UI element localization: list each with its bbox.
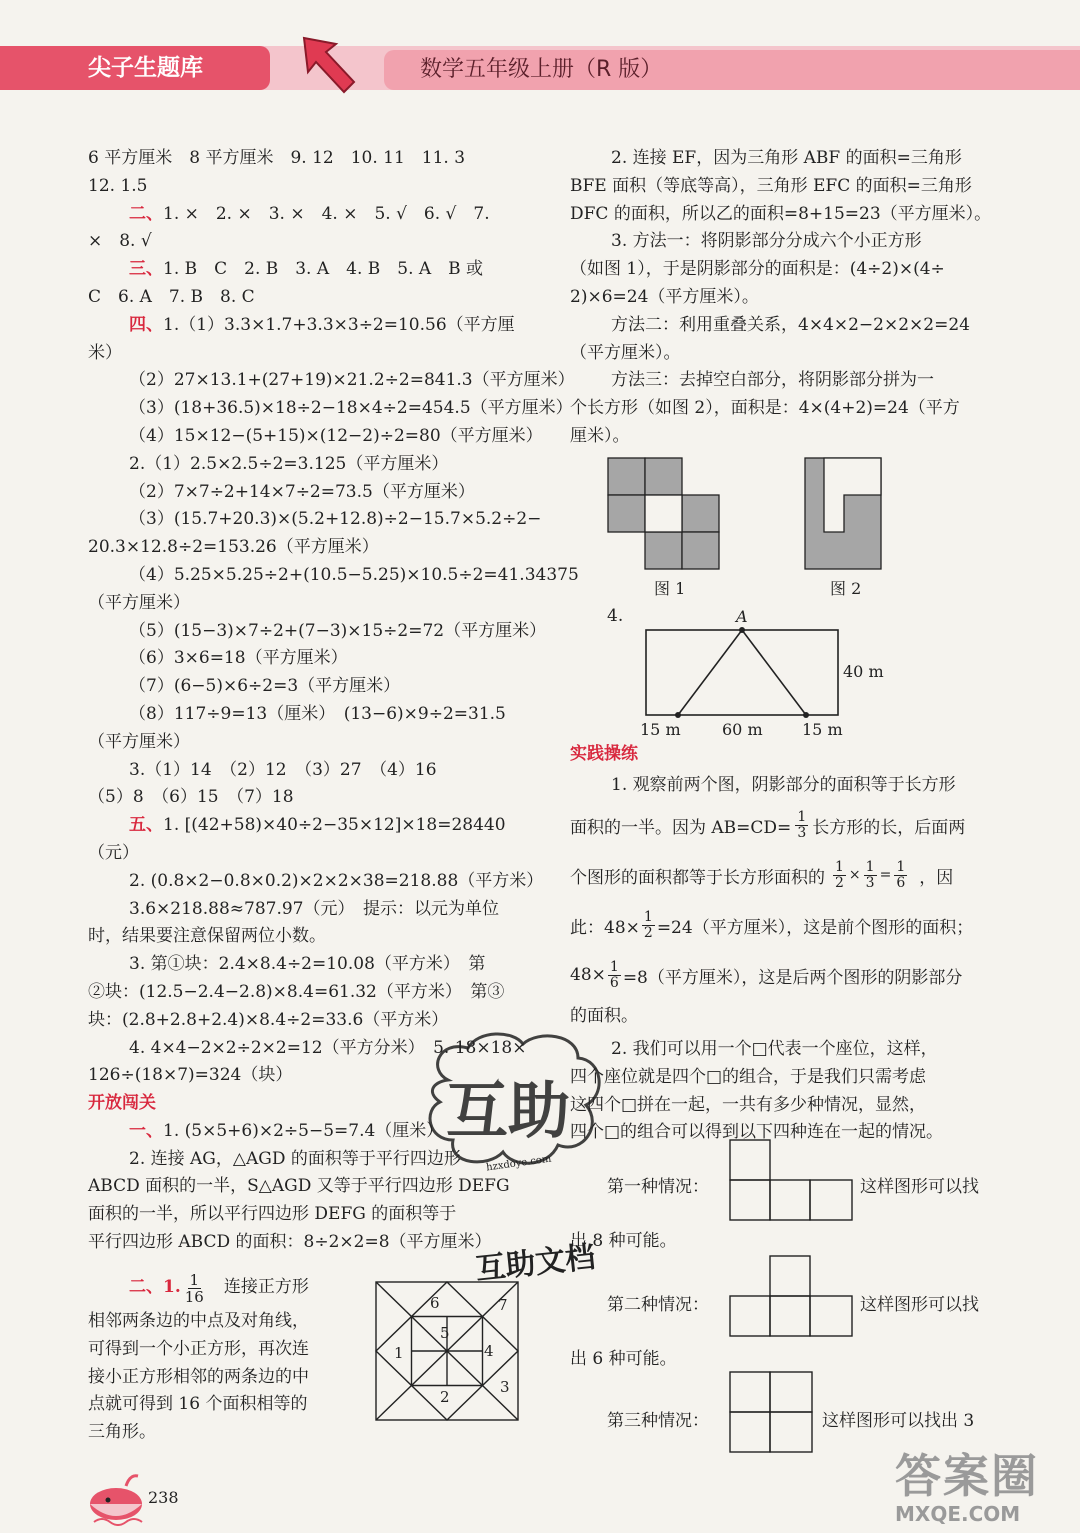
fraction-den: 16 (184, 1287, 204, 1306)
figure-2 (804, 457, 884, 571)
left-line: 面积的一半，所以平行四边形 DEFG 的面积等于 (88, 1204, 457, 1225)
fraction-num: 1 (189, 1270, 200, 1289)
q1-line4 (570, 900, 1010, 950)
left-line: （7）(6−5)×6÷2=3（平方厘米） (129, 676, 401, 697)
q1-line2 (570, 800, 1010, 850)
fraction-product: $\frac{1}{2}$ × $\frac{1}{3}$ = $\frac{1}{6}$ (835, 858, 906, 891)
watermark-small: MXQE.COM (895, 1502, 1021, 1526)
left-line: （4）5.25×5.25÷2+(10.5−5.25)×10.5÷2=41.34375 (129, 564, 579, 585)
stamp-subtitle: 互助文档 (473, 1239, 597, 1288)
fraction (185, 1272, 204, 1305)
left-line: （4）15×12−(5+15)×(12−2)÷2=80（平方厘米） (129, 425, 543, 446)
case2-right: 这样图形可以找 (860, 1295, 979, 1315)
left-line: 四、1.（1）3.3×1.7+3.3×3÷2=10.56（平方厘 (129, 314, 515, 335)
fig-num-1: 1 (394, 1344, 404, 1362)
case1-right: 这样图形可以找 (860, 1177, 979, 1197)
fig1-label: 图 1 (654, 579, 686, 598)
figure-1 (607, 457, 723, 571)
left-line: 2.（1）2.5×2.5÷2=3.125（平方厘米） (129, 453, 449, 474)
q2-lines (570, 1036, 1010, 1147)
left-line: × 8. √ (88, 231, 152, 252)
left-line: 12. 1.5 (88, 175, 148, 196)
right-line: 2. 连接 EF，因为三角形 ABF 的面积=三角形 (611, 148, 962, 168)
fig-num-2: 2 (440, 1388, 450, 1406)
left-line: C 6. A 7. B 8. C (88, 286, 255, 307)
fig-num-4: 4 (484, 1342, 494, 1360)
case3-shape (728, 1370, 816, 1456)
left-line: 块：(2.8+2.8+2.4)×8.4÷2=33.6（平方米） (88, 1009, 449, 1030)
right-line: 方法三：去掉空白部分，将阴影部分拼为一 (611, 370, 934, 391)
figure-4-rectangle (638, 604, 898, 744)
page-number: 238 (148, 1488, 179, 1507)
left-line: 2. (0.8×2−0.8×0.2)×2×2×38=218.88（平方米） (129, 870, 544, 891)
right-column (570, 145, 1010, 451)
seg-left: 15 m (640, 720, 681, 739)
stamp-cloud (418, 1030, 608, 1170)
q1-line6: 的面积。 (570, 1006, 638, 1026)
right-line: 个长方形（如图 2），面积是：4×(4+2)=24（平方 (570, 398, 960, 419)
watermark-big: 答案圈 (895, 1449, 1039, 1503)
left-line: 4. 4×4−2×2÷2×2=12（平方分米） 5. 18×18× (129, 1037, 527, 1058)
right-line: BFE 面积（等底等高），三角形 EFC 的面积=三角形 (570, 175, 972, 196)
left-bottom-block (88, 1268, 378, 1447)
left-line: 二、1. × 2. × 3. × 4. × 5. √ 6. √ 7. (129, 203, 490, 224)
q2-line: 这四个□拼在一起，一共有多少种情况，显然， (570, 1094, 927, 1115)
q1-line5 (570, 950, 1010, 1000)
left-line: 五、1. [(42+58)×40÷2−35×12]×18=28440 (129, 815, 506, 836)
whale-icon (86, 1470, 148, 1526)
q2-line: 2. 我们可以用一个□代表一个座位，这样， (611, 1039, 938, 1059)
item4-label: 4. (607, 606, 624, 626)
q2-line: 四个座位就是四个□的组合，于是我们只需考虑 (570, 1066, 927, 1087)
watermark (895, 1440, 1039, 1526)
stamp-text: 互助 (446, 1074, 571, 1147)
q2-line: 四个□的组合可以得到以下四种连在一起的情况。 (570, 1122, 944, 1143)
left-line: （8）117÷9=13（厘米） (13−6)×9÷2=31.5 (129, 703, 506, 724)
stamp-site: hzxdoye.com (485, 1153, 553, 1174)
q1-line5-a: 48× (570, 965, 606, 985)
q1-line3-a: 个图形的面积都等于长方形面积的 (570, 867, 825, 888)
left-line: ABCD 面积的一半，S△AGD 又等于平行四边形 DEFG (88, 1176, 510, 1197)
left-line: （平方厘米） (88, 592, 190, 613)
fraction-1-2: $\frac{1}{2}$ (643, 908, 653, 941)
section-prefix: 五、 (129, 815, 163, 836)
left-bottom-line: 接小正方形相邻的两条边的中 (88, 1366, 309, 1387)
right-line: （平方厘米）。 (570, 342, 681, 363)
case1-after: 出 8 种可能。 (570, 1231, 677, 1251)
q1-line2-b: 长方形的长，后面两 (812, 817, 966, 838)
item-label: 二、1. (129, 1277, 181, 1298)
section-prefix: 四、 (129, 314, 163, 335)
q1-line4-b: =24（平方厘米），这是前个图形的面积； (656, 917, 974, 938)
section-prefix: 一、 (129, 1120, 163, 1141)
left-line: （平方厘米） (88, 731, 190, 752)
left-line: 20.3×12.8÷2=153.26（平方厘米） (88, 537, 379, 558)
q1-line5-b: =8（平方厘米），这是后两个图形的阴影部分 (622, 967, 963, 988)
left-line: （3）(18+36.5)×18÷2−18×4÷2=454.5（平方厘米） (129, 398, 573, 419)
after-fraction-text: 连接正方形 (223, 1277, 309, 1298)
left-line: （5）(15−3)×7÷2+(7−3)×15÷2=72（平方厘米） (129, 620, 547, 641)
seg-mid: 60 m (722, 720, 763, 739)
brand-title: 尖子生题库 (0, 46, 270, 90)
left-bottom-lines (88, 1308, 378, 1447)
left-line: 米） (88, 342, 122, 363)
left-line: 三、1. B C 2. B 3. A 4. B 5. A B 或 (129, 259, 484, 280)
case2-after: 出 6 种可能。 (570, 1349, 677, 1369)
q1-line2-a: 面积的一半。因为 AB=CD= (570, 817, 792, 838)
fig2-label: 图 2 (830, 579, 862, 598)
right-line: 3. 方法一：将阴影部分分成六个小正方形 (611, 231, 922, 252)
left-bottom-line: 三角形。 (88, 1422, 156, 1443)
left-line: （2）7×7÷2+14×7÷2=73.5（平方厘米） (129, 481, 475, 502)
left-line: 3. 第①块：2.4×8.4÷2=10.08（平方米） 第 (129, 954, 486, 975)
left-line: 126÷(18×7)=324（块） (88, 1065, 293, 1086)
height-label: 40 m (843, 662, 884, 681)
left-line: （3）(15.7+20.3)×(5.2+12.8)÷2−15.7×5.2÷2− (129, 509, 542, 530)
point-a: A (736, 607, 748, 626)
case1-shape (728, 1138, 856, 1224)
q1-line4-a: 此：48× (570, 917, 640, 938)
left-line: 一、1. (5×5+6)×2÷5−5=7.4（厘米） (129, 1120, 444, 1141)
section-heading: 开放闯关 (88, 1093, 156, 1114)
left-bottom-line: 可得到一个小正方形，再次连 (88, 1338, 309, 1359)
fig-num-7: 7 (498, 1296, 508, 1314)
left-bottom-line: 相邻两条边的中点及对角线， (88, 1311, 309, 1331)
left-line: （5）8 （6）15 （7）18 (88, 787, 294, 808)
arrow-icon (296, 34, 358, 96)
case3-label: 第三种情况： (607, 1411, 709, 1431)
square-triangles-figure (374, 1280, 520, 1422)
section-prefix: 二、 (129, 203, 163, 224)
right-line: 方法二：利用重叠关系，4×4×2−2×2×2=24 (611, 314, 970, 335)
right-line: DFC 的面积，所以乙的面积=8+15=23（平方厘米）。 (570, 203, 992, 224)
case3-right: 这样图形可以找出 3 (822, 1411, 975, 1431)
left-line: 6 平方厘米 8 平方厘米 9. 12 10. 11 11. 3 (88, 148, 466, 168)
case1-label: 第一种情况： (607, 1177, 709, 1197)
fig-num-6: 6 (430, 1294, 440, 1312)
right-line: 厘米）。 (570, 425, 630, 446)
left-line: ②块：(12.5−2.4−2.8)×8.4=61.32（平方米） 第③ (88, 981, 505, 1002)
q1-line1: 1. 观察前两个图，阴影部分的面积等于长方形 (611, 775, 956, 795)
left-line: （6）3×6=18（平方厘米） (129, 648, 348, 669)
left-line: 3.（1）14 （2）12 （3）27 （4）16 (129, 759, 437, 780)
right-line: 2)×6=24（平方厘米）。 (570, 286, 759, 307)
case2-shape (728, 1254, 856, 1340)
left-bottom-line: 点就可得到 16 个面积相等的 (88, 1394, 308, 1415)
q1-line3-b: ，因 (919, 867, 954, 888)
left-line: （2）27×13.1+(27+19)×21.2÷2=841.3（平方厘米） (129, 370, 575, 391)
practice-block (570, 740, 1010, 1147)
book-title: 数学五年级上册（R 版） (384, 50, 1080, 90)
fraction-1-6: $\frac{1}{6}$ (609, 958, 619, 991)
fig-num-5: 5 (440, 1324, 450, 1342)
left-line: 平行四边形 ABCD 的面积：8÷2×2=8（平方厘米） (88, 1232, 492, 1253)
practice-heading: 实践操练 (570, 744, 638, 764)
left-line: 时，结果要注意保留两位小数。 (88, 926, 326, 947)
section-prefix: 三、 (129, 259, 163, 280)
case2-label: 第二种情况： (607, 1295, 709, 1315)
q1-line3 (570, 850, 1010, 900)
seg-right: 15 m (802, 720, 843, 739)
fig-num-3: 3 (500, 1378, 510, 1396)
left-line: 3.6×218.88≈787.97（元） 提示：以元为单位 (129, 898, 499, 919)
right-line: （如图 1），于是阴影部分的面积是：(4÷2)×(4÷ (570, 259, 945, 280)
fraction-1-3: $\frac{1}{3}$ (797, 808, 807, 841)
left-line: （元） (88, 842, 139, 863)
left-line: 2. 连接 AG，△AGD 的面积等于平行四边形 (129, 1148, 461, 1169)
